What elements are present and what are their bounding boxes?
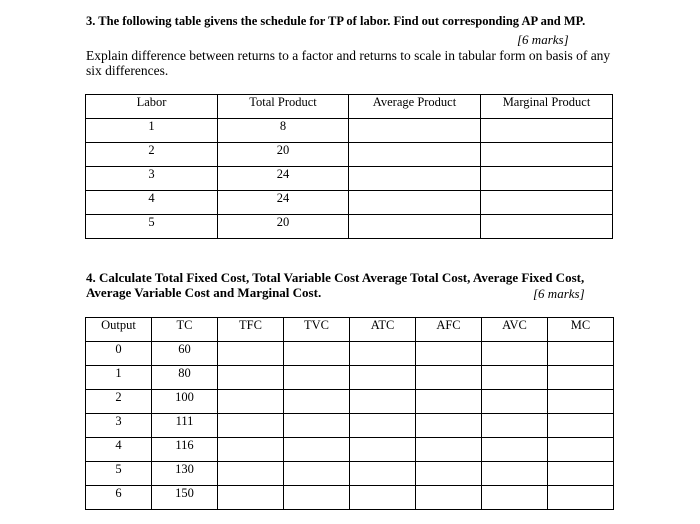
tc-cell: 60 <box>152 342 218 366</box>
header-average-product: Average Product <box>349 95 481 119</box>
tc-cell: 130 <box>152 462 218 486</box>
mc-cell[interactable] <box>548 414 614 438</box>
avc-cell[interactable] <box>482 486 548 510</box>
table-row <box>86 438 614 462</box>
labor-cell: 5 <box>86 215 218 239</box>
afc-cell[interactable] <box>416 486 482 510</box>
total-product-cell: 20 <box>218 215 349 239</box>
table-row <box>86 414 614 438</box>
header-avc: AVC <box>482 318 548 342</box>
mc-cell[interactable] <box>548 462 614 486</box>
afc-cell[interactable] <box>416 366 482 390</box>
header-tvc: TVC <box>284 318 350 342</box>
table-row <box>86 119 613 143</box>
tfc-cell[interactable] <box>218 486 284 510</box>
header-marginal-product: Marginal Product <box>481 95 613 119</box>
tvc-cell[interactable] <box>284 462 350 486</box>
question-3-title: 3. The following table givens the schedule for TP of labor. Find out corresponding AP and MP. <box>86 14 586 28</box>
afc-cell[interactable] <box>416 342 482 366</box>
tc-cell: 100 <box>152 390 218 414</box>
cost-schedule-table <box>85 317 614 510</box>
tvc-cell[interactable] <box>284 342 350 366</box>
tc-cell: 80 <box>152 366 218 390</box>
cost-table-header-row <box>86 318 614 342</box>
table-row <box>86 486 614 510</box>
table-row <box>86 342 614 366</box>
total-product-cell: 8 <box>218 119 349 143</box>
tc-cell: 111 <box>152 414 218 438</box>
table-row <box>86 167 613 191</box>
mc-cell[interactable] <box>548 342 614 366</box>
mc-cell[interactable] <box>548 486 614 510</box>
afc-cell[interactable] <box>416 390 482 414</box>
tfc-cell[interactable] <box>218 414 284 438</box>
question-3-explanation: Explain difference between returns to a factor and returns to scale in tabular form on basis of any six differences. <box>86 48 611 78</box>
total-product-cell: 24 <box>218 191 349 215</box>
total-product-cell: 24 <box>218 167 349 191</box>
marginal-product-cell[interactable] <box>481 119 613 143</box>
output-cell: 1 <box>86 366 152 390</box>
mc-cell[interactable] <box>548 366 614 390</box>
atc-cell[interactable] <box>350 414 416 438</box>
afc-cell[interactable] <box>416 462 482 486</box>
avc-cell[interactable] <box>482 342 548 366</box>
avc-cell[interactable] <box>482 414 548 438</box>
tc-cell: 150 <box>152 486 218 510</box>
afc-cell[interactable] <box>416 438 482 462</box>
table-row <box>86 390 614 414</box>
marginal-product-cell[interactable] <box>481 167 613 191</box>
output-cell: 6 <box>86 486 152 510</box>
tvc-cell[interactable] <box>284 414 350 438</box>
atc-cell[interactable] <box>350 438 416 462</box>
header-tc: TC <box>152 318 218 342</box>
mc-cell[interactable] <box>548 390 614 414</box>
table-row <box>86 143 613 167</box>
header-total-product: Total Product <box>218 95 349 119</box>
output-cell: 2 <box>86 390 152 414</box>
output-cell: 0 <box>86 342 152 366</box>
mc-cell[interactable] <box>548 438 614 462</box>
avc-cell[interactable] <box>482 366 548 390</box>
header-mc: MC <box>548 318 614 342</box>
total-product-cell: 20 <box>218 143 349 167</box>
table-row <box>86 462 614 486</box>
tfc-cell[interactable] <box>218 366 284 390</box>
table-row <box>86 366 614 390</box>
question-4-title: 4. Calculate Total Fixed Cost, Total Variable Cost Average Total Cost, Average Fixed Cost, Average Variable Cost and Marginal Cost. <box>86 270 585 300</box>
question-4-marks: [6 marks] <box>533 286 585 301</box>
avc-cell[interactable] <box>482 438 548 462</box>
header-tfc: TFC <box>218 318 284 342</box>
average-product-cell[interactable] <box>349 143 481 167</box>
header-atc: ATC <box>350 318 416 342</box>
output-cell: 5 <box>86 462 152 486</box>
question-3-marks: [6 marks] <box>517 32 569 47</box>
output-cell: 3 <box>86 414 152 438</box>
average-product-cell[interactable] <box>349 167 481 191</box>
atc-cell[interactable] <box>350 462 416 486</box>
tvc-cell[interactable] <box>284 486 350 510</box>
tfc-cell[interactable] <box>218 462 284 486</box>
labor-cell: 4 <box>86 191 218 215</box>
tc-cell: 116 <box>152 438 218 462</box>
tfc-cell[interactable] <box>218 390 284 414</box>
header-labor: Labor <box>86 95 218 119</box>
tp-schedule-table <box>85 94 613 239</box>
header-output: Output <box>86 318 152 342</box>
average-product-cell[interactable] <box>349 119 481 143</box>
tfc-cell[interactable] <box>218 342 284 366</box>
marginal-product-cell[interactable] <box>481 215 613 239</box>
labor-cell: 3 <box>86 167 218 191</box>
atc-cell[interactable] <box>350 486 416 510</box>
avc-cell[interactable] <box>482 462 548 486</box>
avc-cell[interactable] <box>482 390 548 414</box>
header-afc: AFC <box>416 318 482 342</box>
marginal-product-cell[interactable] <box>481 191 613 215</box>
labor-cell: 1 <box>86 119 218 143</box>
atc-cell[interactable] <box>350 366 416 390</box>
tp-table-header-row <box>86 95 613 119</box>
table-row <box>86 191 613 215</box>
atc-cell[interactable] <box>350 390 416 414</box>
labor-cell: 2 <box>86 143 218 167</box>
tvc-cell[interactable] <box>284 390 350 414</box>
output-cell: 4 <box>86 438 152 462</box>
average-product-cell[interactable] <box>349 191 481 215</box>
marginal-product-cell[interactable] <box>481 143 613 167</box>
tvc-cell[interactable] <box>284 438 350 462</box>
tfc-cell[interactable] <box>218 438 284 462</box>
tvc-cell[interactable] <box>284 366 350 390</box>
atc-cell[interactable] <box>350 342 416 366</box>
table-row <box>86 215 613 239</box>
average-product-cell[interactable] <box>349 215 481 239</box>
afc-cell[interactable] <box>416 414 482 438</box>
